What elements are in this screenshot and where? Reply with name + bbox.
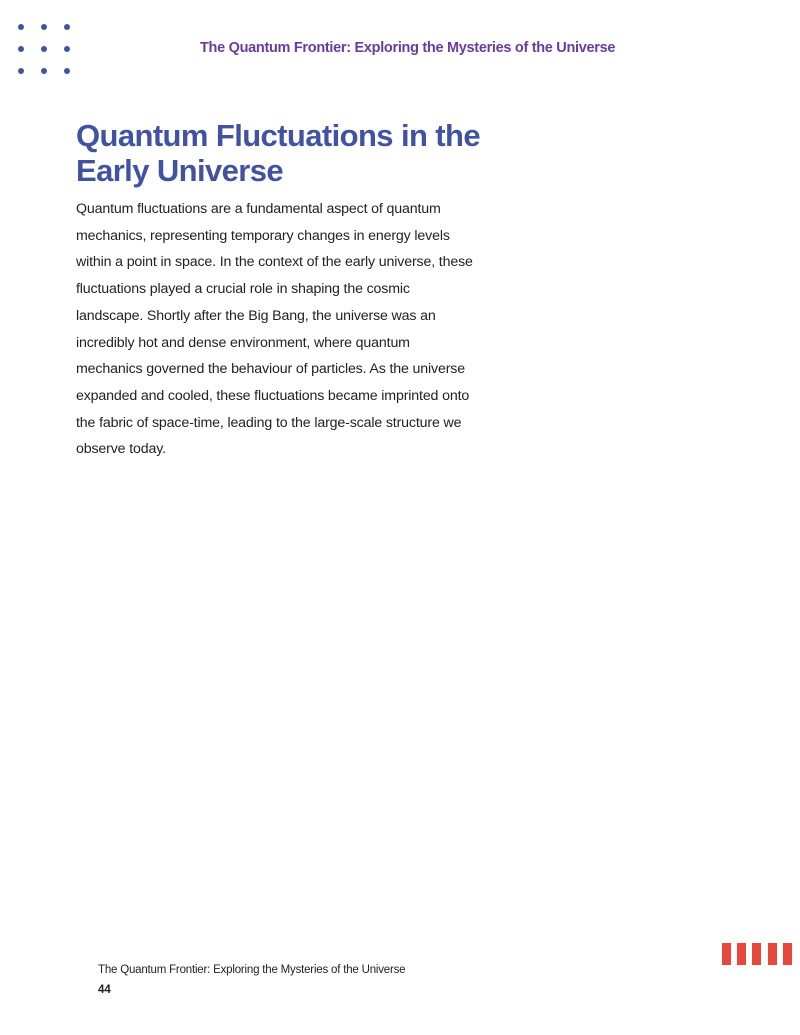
dot xyxy=(18,68,24,74)
dot xyxy=(18,46,24,52)
dot xyxy=(18,24,24,30)
dot xyxy=(64,68,70,74)
page-number: 44 xyxy=(98,984,111,996)
stripe-bar xyxy=(737,943,746,965)
dot xyxy=(64,46,70,52)
running-header-title: The Quantum Frontier: Exploring the Mysteries of the Universe xyxy=(200,40,616,56)
stripe-bars-icon xyxy=(722,943,794,965)
body-paragraph: Quantum fluctuations are a fundamental aspect of quantum mechanics, representing temporary changes in energy levels within a point in space. In the context of the early universe, these fluctuations played a crucial role in shaping the cosmic landscape. Shortly after the Big Bang, the universe was an incredibly hot and dense environment, where quantum mechanics governed the behaviour of particles. As the universe expanded and cooled, these fluctuations became imprinted onto the fabric of space-time, leading to the large-scale structure we observe today. xyxy=(76,201,473,458)
dot xyxy=(41,68,47,74)
stripe-bar xyxy=(722,943,731,965)
stripe-bar xyxy=(768,943,777,965)
section-title: Quantum Fluctuations in the Early Universe xyxy=(76,118,481,188)
dot xyxy=(41,46,47,52)
footer-title: The Quantum Frontier: Exploring the Mysteries of the Universe xyxy=(98,964,406,976)
stripe-bar xyxy=(783,943,792,965)
dot xyxy=(41,24,47,30)
dot xyxy=(64,24,70,30)
stripe-bar xyxy=(752,943,761,965)
dot-grid-icon xyxy=(18,24,78,82)
